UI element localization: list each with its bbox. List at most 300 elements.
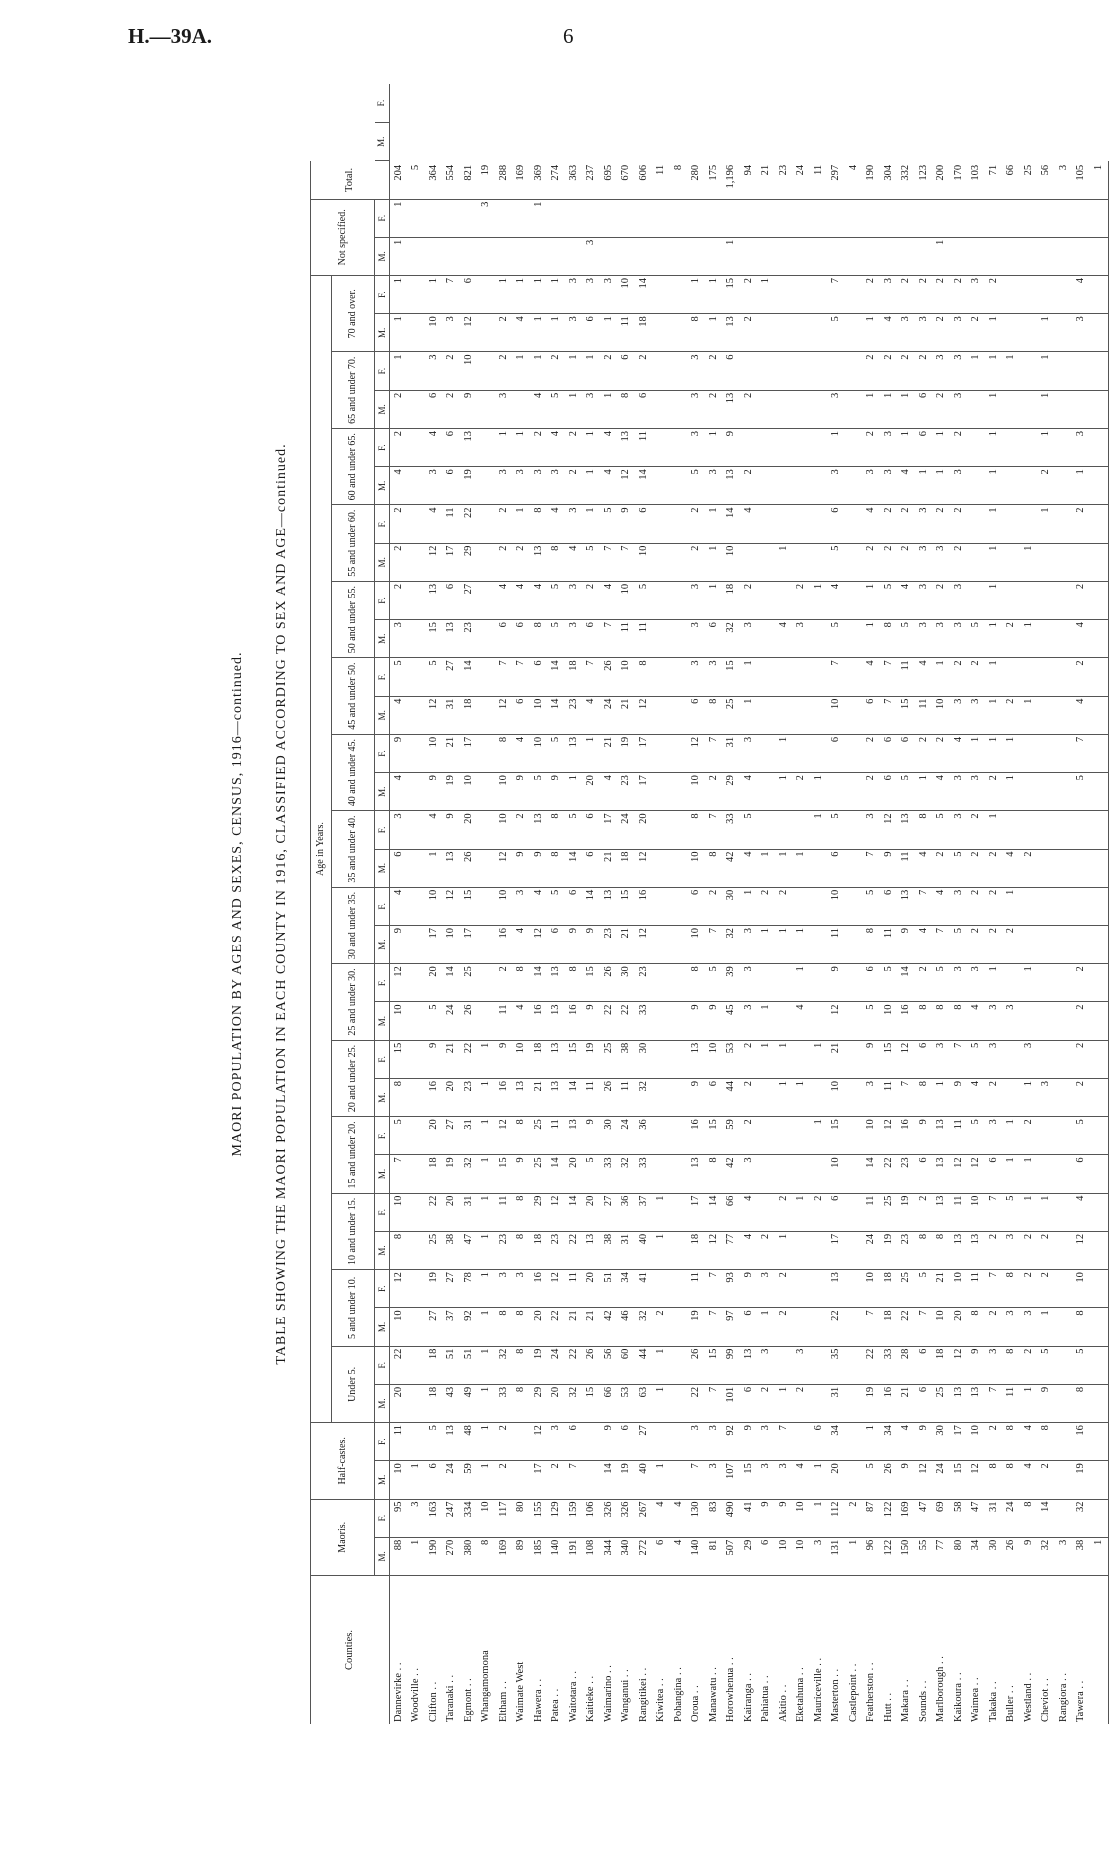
male-subheader: M. <box>375 467 390 505</box>
value-cell: 6 <box>740 1308 758 1346</box>
value-cell <box>670 467 688 505</box>
value-cell: 1 <box>565 390 583 428</box>
table-row <box>408 84 426 1724</box>
value-cell: 2 <box>740 581 758 619</box>
male-subheader: M. <box>375 1078 390 1116</box>
total-cell: 5 <box>408 161 426 199</box>
value-cell: 1 <box>478 1346 496 1384</box>
value-cell: 21 <box>530 1078 548 1116</box>
value-cell: 5 <box>1073 773 1091 811</box>
value-cell <box>1020 467 1038 505</box>
value-cell: 344 <box>600 1537 618 1575</box>
not-specified-header: Not specified. <box>311 199 375 275</box>
value-cell: 12 <box>425 696 443 734</box>
value-cell <box>1055 964 1073 1002</box>
value-cell: 1 <box>1073 467 1091 505</box>
value-cell: 18 <box>425 1384 443 1422</box>
value-cell: 43 <box>443 1384 461 1422</box>
female-subheader: F. <box>375 352 390 390</box>
value-cell: 2 <box>1020 849 1038 887</box>
value-cell: 12 <box>950 1346 968 1384</box>
value-cell <box>653 581 671 619</box>
value-cell: 2 <box>705 887 723 925</box>
value-cell: 3 <box>478 199 496 237</box>
value-cell: 7 <box>600 620 618 658</box>
value-cell: 11 <box>548 1117 566 1155</box>
table-row <box>530 84 548 1724</box>
county-name: Featherston . . <box>865 1662 876 1722</box>
female-subheader: F. <box>375 658 390 696</box>
value-cell: 11 <box>618 1078 636 1116</box>
value-cell <box>1090 428 1108 466</box>
value-cell: 25 <box>880 1193 898 1231</box>
value-cell: 3 <box>1003 1002 1021 1040</box>
value-cell: 12 <box>968 1461 986 1499</box>
male-subheader: M. <box>375 314 390 352</box>
age-group-header: 10 and under 15. <box>332 1193 375 1269</box>
county-name: Cheviot . . <box>1040 1678 1051 1722</box>
value-cell <box>425 237 443 275</box>
value-cell: 2 <box>390 543 408 581</box>
value-cell: 130 <box>688 1499 706 1537</box>
value-cell <box>1055 314 1073 352</box>
value-cell: 2 <box>863 352 881 390</box>
value-cell: 8 <box>688 811 706 849</box>
value-cell: 3 <box>1055 1537 1073 1575</box>
value-cell: 3 <box>1073 314 1091 352</box>
value-cell: 20 <box>425 1117 443 1155</box>
value-cell: 3 <box>915 314 933 352</box>
value-cell: 3 <box>985 1040 1003 1078</box>
value-cell: 22 <box>618 1002 636 1040</box>
value-cell: 2 <box>495 505 513 543</box>
value-cell: 66 <box>723 1193 741 1231</box>
value-cell: 3 <box>793 1346 811 1384</box>
value-cell: 2 <box>898 543 916 581</box>
value-cell: 2 <box>495 314 513 352</box>
value-cell: 3 <box>758 1461 776 1499</box>
value-cell: 1 <box>863 1423 881 1461</box>
value-cell <box>408 964 426 1002</box>
value-cell <box>793 390 811 428</box>
value-cell: 2 <box>740 1040 758 1078</box>
value-cell <box>845 849 863 887</box>
value-cell: 28 <box>898 1346 916 1384</box>
value-cell: 16 <box>530 1002 548 1040</box>
counties-header: Counties. <box>311 1576 390 1725</box>
total-cell: 23 <box>775 161 793 199</box>
value-cell: 32 <box>635 1308 653 1346</box>
value-cell: 12 <box>880 1117 898 1155</box>
value-cell: 2 <box>758 1384 776 1422</box>
value-cell: 11 <box>443 505 461 543</box>
value-cell <box>1003 199 1021 237</box>
value-cell <box>478 811 496 849</box>
value-cell: 5 <box>863 1002 881 1040</box>
value-cell <box>1020 811 1038 849</box>
value-cell <box>653 543 671 581</box>
value-cell: 3 <box>950 964 968 1002</box>
value-cell <box>408 811 426 849</box>
value-cell <box>1055 1193 1073 1231</box>
county-name: Westland . . <box>1022 1672 1034 1722</box>
value-cell: 3 <box>950 620 968 658</box>
value-cell: 2 <box>740 314 758 352</box>
total-cell: 288 <box>495 161 513 199</box>
value-cell: 5 <box>828 620 846 658</box>
value-cell: 34 <box>968 1537 986 1575</box>
value-cell: 4 <box>915 849 933 887</box>
table-row <box>933 84 951 1724</box>
value-cell: 6 <box>425 390 443 428</box>
value-cell: 51 <box>460 1346 478 1384</box>
value-cell: 3 <box>513 467 531 505</box>
value-cell: 25 <box>530 1155 548 1193</box>
value-cell <box>653 276 671 314</box>
value-cell: 6 <box>828 849 846 887</box>
male-subheader: M. <box>375 1155 390 1193</box>
value-cell <box>810 467 828 505</box>
value-cell: 1 <box>1038 1308 1056 1346</box>
value-cell: 5 <box>548 390 566 428</box>
value-cell: 3 <box>758 1423 776 1461</box>
value-cell: 326 <box>600 1499 618 1537</box>
value-cell <box>793 1308 811 1346</box>
value-cell: 2 <box>390 390 408 428</box>
age-group-header: 30 and under 35. <box>332 887 375 963</box>
value-cell: 1 <box>583 505 601 543</box>
value-cell: 13 <box>688 1155 706 1193</box>
value-cell: 2 <box>740 276 758 314</box>
value-cell <box>478 849 496 887</box>
page-number: 6 <box>563 24 574 48</box>
value-cell <box>1073 390 1091 428</box>
female-subheader: F. <box>375 276 390 314</box>
value-cell: 3 <box>425 467 443 505</box>
value-cell: 8 <box>1003 1270 1021 1308</box>
value-cell <box>408 1231 426 1269</box>
value-cell: 8 <box>1003 1423 1021 1461</box>
value-cell: 3 <box>740 964 758 1002</box>
value-cell <box>950 199 968 237</box>
value-cell: 1 <box>723 237 741 275</box>
value-cell: 1 <box>1003 352 1021 390</box>
value-cell: 1 <box>478 1193 496 1231</box>
value-cell <box>775 237 793 275</box>
value-cell <box>775 1117 793 1155</box>
value-cell: 1 <box>828 428 846 466</box>
value-cell: 14 <box>530 964 548 1002</box>
value-cell: 3 <box>933 352 951 390</box>
value-cell <box>775 276 793 314</box>
value-cell: 129 <box>548 1499 566 1537</box>
value-cell: 1 <box>810 1117 828 1155</box>
value-cell <box>1090 1155 1108 1193</box>
value-cell: 2 <box>1038 1270 1056 1308</box>
value-cell <box>845 658 863 696</box>
table-row <box>460 84 478 1724</box>
value-cell: 13 <box>443 1423 461 1461</box>
value-cell: 2 <box>950 276 968 314</box>
value-cell <box>775 1002 793 1040</box>
county-name: Mauriceville . . <box>812 1657 824 1722</box>
value-cell <box>1090 1461 1108 1499</box>
value-cell: 10 <box>478 1499 496 1537</box>
value-cell: 5 <box>968 1117 986 1155</box>
value-cell: 15 <box>618 887 636 925</box>
value-cell: 19 <box>618 734 636 772</box>
value-cell: 3 <box>950 581 968 619</box>
value-cell <box>793 696 811 734</box>
value-cell: 16 <box>898 1002 916 1040</box>
value-cell: 1 <box>653 1346 671 1384</box>
value-cell: 1 <box>985 696 1003 734</box>
county-name: Kiwitea . . <box>655 1678 666 1722</box>
value-cell: 24 <box>443 1461 461 1499</box>
county-name: Kaitieke . . <box>585 1675 596 1722</box>
value-cell: 1 <box>425 276 443 314</box>
value-cell: 13 <box>548 1002 566 1040</box>
value-cell: 5 <box>828 543 846 581</box>
value-cell: 2 <box>985 926 1003 964</box>
value-cell: 10 <box>495 887 513 925</box>
value-cell: 8 <box>530 620 548 658</box>
value-cell: 9 <box>618 505 636 543</box>
value-cell: 24 <box>600 696 618 734</box>
value-cell: 17 <box>460 926 478 964</box>
value-cell <box>478 543 496 581</box>
value-cell: 12 <box>1073 1231 1091 1269</box>
value-cell: 2 <box>933 734 951 772</box>
value-cell <box>810 199 828 237</box>
value-cell: 10 <box>635 543 653 581</box>
value-cell: 24 <box>443 1002 461 1040</box>
value-cell <box>653 1040 671 1078</box>
value-cell: 24 <box>618 811 636 849</box>
value-cell: 23 <box>635 964 653 1002</box>
value-cell: 8 <box>513 1193 531 1231</box>
table-row <box>600 84 618 1724</box>
value-cell: 1 <box>933 237 951 275</box>
value-cell: 1 <box>775 773 793 811</box>
value-cell: 9 <box>950 1078 968 1116</box>
value-cell: 3 <box>950 811 968 849</box>
value-cell <box>670 849 688 887</box>
county-name: Waimarino . . <box>602 1665 614 1722</box>
value-cell: 334 <box>460 1499 478 1537</box>
value-cell <box>1055 1117 1073 1155</box>
value-cell: 53 <box>723 1040 741 1078</box>
value-cell: 6 <box>915 1155 933 1193</box>
value-cell: 2 <box>985 1078 1003 1116</box>
value-cell <box>1073 849 1091 887</box>
value-cell: 21 <box>600 734 618 772</box>
value-cell: 380 <box>460 1537 478 1575</box>
value-cell: 9 <box>898 926 916 964</box>
value-cell: 88 <box>390 1537 408 1575</box>
total-cell: 332 <box>898 161 916 199</box>
value-cell: 19 <box>880 1231 898 1269</box>
value-cell <box>653 773 671 811</box>
value-cell: 7 <box>915 887 933 925</box>
value-cell: 3 <box>495 390 513 428</box>
value-cell <box>793 237 811 275</box>
value-cell: 10 <box>390 1002 408 1040</box>
value-cell: 3 <box>880 276 898 314</box>
value-cell: 5 <box>740 811 758 849</box>
value-cell: 10 <box>933 1308 951 1346</box>
total-cell: 170 <box>950 161 968 199</box>
value-cell <box>670 1040 688 1078</box>
value-cell: 2 <box>1073 658 1091 696</box>
value-cell: 5 <box>600 505 618 543</box>
value-cell: 19 <box>583 1040 601 1078</box>
value-cell: 27 <box>443 1270 461 1308</box>
value-cell: 4 <box>950 734 968 772</box>
male-subheader: M. <box>375 1537 390 1575</box>
value-cell: 2 <box>950 428 968 466</box>
value-cell: 4 <box>425 428 443 466</box>
value-cell: 4 <box>968 1078 986 1116</box>
value-cell <box>670 1231 688 1269</box>
value-cell: 4 <box>933 773 951 811</box>
value-cell: 6 <box>513 620 531 658</box>
value-cell: 32 <box>618 1155 636 1193</box>
value-cell: 7 <box>1073 734 1091 772</box>
value-cell: 8 <box>933 1002 951 1040</box>
value-cell: 1 <box>1020 1155 1038 1193</box>
value-cell <box>1055 199 1073 237</box>
value-cell: 9 <box>495 1040 513 1078</box>
value-cell: 2 <box>880 543 898 581</box>
value-cell: 3 <box>950 314 968 352</box>
value-cell: 25 <box>933 1384 951 1422</box>
value-cell <box>670 734 688 772</box>
value-cell: 2 <box>915 352 933 390</box>
value-cell <box>408 887 426 925</box>
value-cell: 30 <box>933 1423 951 1461</box>
value-cell: 17 <box>828 1231 846 1269</box>
value-cell: 3 <box>740 926 758 964</box>
value-cell <box>670 964 688 1002</box>
value-cell: 140 <box>688 1537 706 1575</box>
value-cell: 5 <box>425 1002 443 1040</box>
value-cell <box>408 352 426 390</box>
value-cell: 2 <box>705 390 723 428</box>
value-cell: 2 <box>810 1193 828 1231</box>
value-cell: 9 <box>513 849 531 887</box>
male-subheader: M. <box>375 543 390 581</box>
value-cell: 4 <box>1073 276 1091 314</box>
value-cell <box>408 505 426 543</box>
value-cell <box>1055 428 1073 466</box>
value-cell <box>1038 658 1056 696</box>
value-cell: 6 <box>758 1537 776 1575</box>
value-cell: 8 <box>548 849 566 887</box>
value-cell <box>775 199 793 237</box>
value-cell: 7 <box>828 276 846 314</box>
total-cell: 695 <box>600 161 618 199</box>
value-cell <box>950 237 968 275</box>
value-cell: 2 <box>740 390 758 428</box>
value-cell: 140 <box>548 1537 566 1575</box>
value-cell: 1 <box>513 505 531 543</box>
value-cell: 8 <box>705 696 723 734</box>
value-cell: 22 <box>688 1384 706 1422</box>
value-cell: 69 <box>933 1499 951 1537</box>
value-cell: 15 <box>390 1040 408 1078</box>
male-subheader: M. <box>375 1308 390 1346</box>
value-cell: 27 <box>460 581 478 619</box>
value-cell <box>513 237 531 275</box>
value-cell: 2 <box>583 581 601 619</box>
value-cell <box>1073 237 1091 275</box>
value-cell <box>1090 964 1108 1002</box>
value-cell <box>1003 467 1021 505</box>
value-cell: 32 <box>635 1078 653 1116</box>
value-cell: 56 <box>600 1346 618 1384</box>
value-cell <box>985 237 1003 275</box>
value-cell: 31 <box>828 1384 846 1422</box>
female-subheader: F. <box>375 1040 390 1078</box>
value-cell: 7 <box>985 1384 1003 1422</box>
value-cell: 6 <box>915 1040 933 1078</box>
value-cell: 2 <box>915 964 933 1002</box>
value-cell: 7 <box>985 1270 1003 1308</box>
value-cell: 2 <box>495 964 513 1002</box>
value-cell: 24 <box>548 1346 566 1384</box>
value-cell: 1 <box>1020 620 1038 658</box>
value-cell: 1 <box>985 658 1003 696</box>
value-cell: 2 <box>390 428 408 466</box>
value-cell: 4 <box>740 1193 758 1231</box>
value-cell <box>1090 1040 1108 1078</box>
value-cell <box>775 696 793 734</box>
value-cell: 25 <box>460 964 478 1002</box>
value-cell: 12 <box>530 926 548 964</box>
value-cell <box>810 1270 828 1308</box>
value-cell <box>653 734 671 772</box>
county-name: Eketahuna . . <box>795 1667 806 1722</box>
value-cell <box>408 1040 426 1078</box>
value-cell: 5 <box>1003 1193 1021 1231</box>
value-cell: 10 <box>460 773 478 811</box>
value-cell: 17 <box>443 543 461 581</box>
value-cell: 2 <box>950 505 968 543</box>
value-cell: 9 <box>583 1002 601 1040</box>
value-cell: 26 <box>688 1346 706 1384</box>
value-cell: 9 <box>583 926 601 964</box>
value-cell: 12 <box>425 543 443 581</box>
value-cell: 4 <box>740 505 758 543</box>
value-cell: 38 <box>1073 1537 1091 1575</box>
total-cell: 94 <box>740 161 758 199</box>
value-cell: 1 <box>425 849 443 887</box>
value-cell: 20 <box>565 1155 583 1193</box>
value-cell: 2 <box>985 773 1003 811</box>
value-cell: 6 <box>443 581 461 619</box>
value-cell: 14 <box>635 467 653 505</box>
value-cell: 247 <box>443 1499 461 1537</box>
value-cell: 5 <box>548 620 566 658</box>
value-cell: 5 <box>863 887 881 925</box>
value-cell <box>1055 390 1073 428</box>
value-cell: 8 <box>513 1231 531 1269</box>
value-cell: 4 <box>530 887 548 925</box>
value-cell: 11 <box>495 1193 513 1231</box>
value-cell: 8 <box>513 1308 531 1346</box>
value-cell <box>583 1423 601 1461</box>
